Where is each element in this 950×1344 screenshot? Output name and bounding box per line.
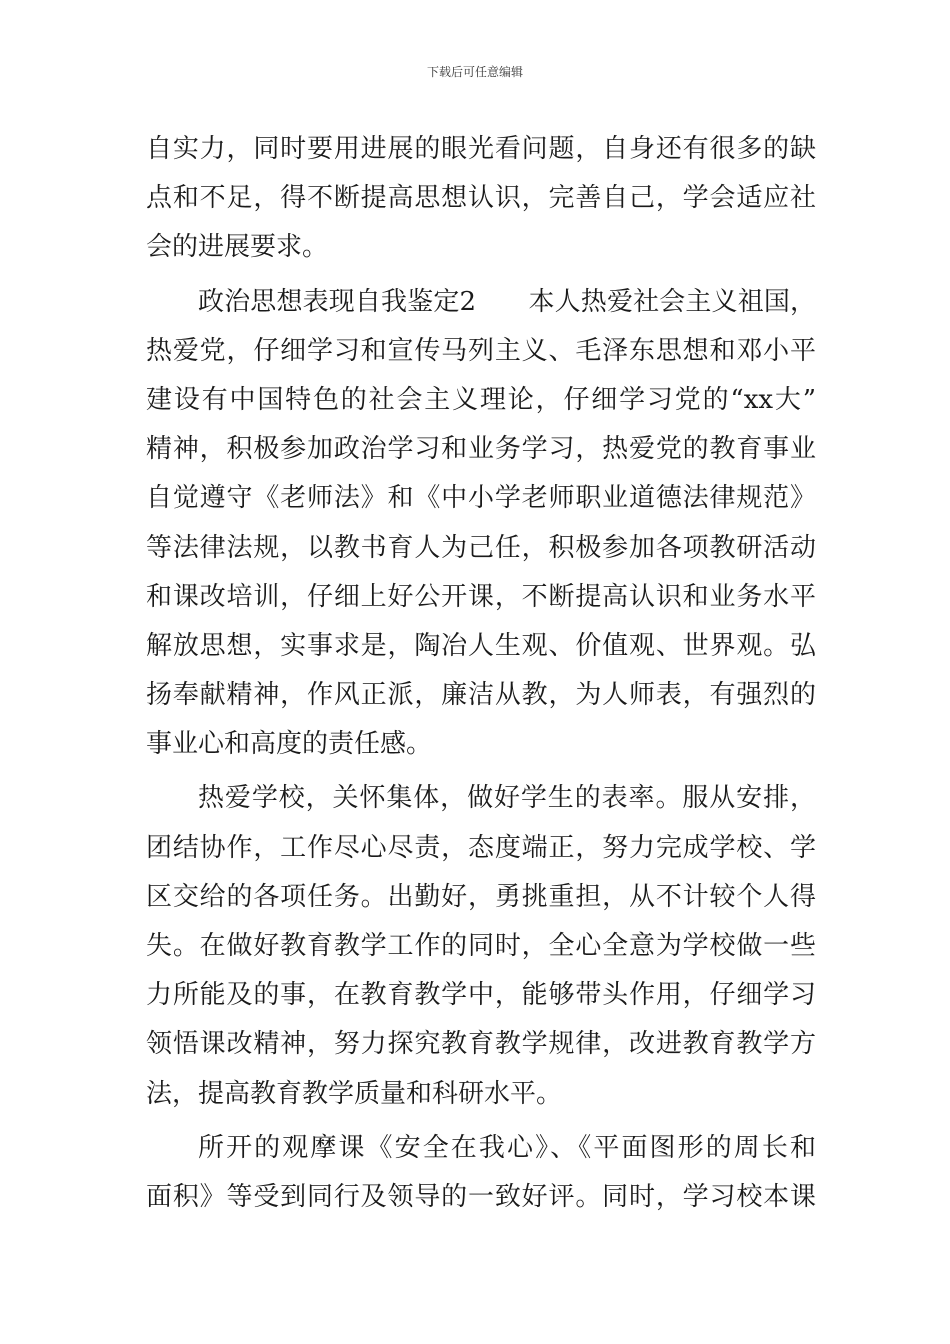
text-line: 扬奉献精神，作风正派，廉洁从教，为人师表，有强烈的 — [146, 680, 816, 711]
document-body — [146, 125, 816, 1222]
text-line: 区交给的各项任务。出勤好，勇挑重担，从不计较个人得 — [146, 881, 816, 912]
text-line: 法，提高教育教学质量和科研水平。 — [146, 1078, 563, 1109]
text-line: 热爱学校，关怀集体，做好学生的表率。服从安排， — [198, 783, 816, 814]
text-line: 会的进展要求。 — [146, 232, 329, 263]
paragraph-4 — [146, 1124, 816, 1222]
text-line: 解放思想，实事求是，陶冶人生观、价值观、世界观。弘 — [146, 630, 816, 661]
text-line: 和课改培训，仔细上好公开课，不断提高认识和业务水平 — [146, 581, 816, 612]
paragraph-3 — [146, 774, 816, 1118]
text-line: 自实力，同时要用进展的眼光看问题，自身还有很多的缺 — [146, 134, 816, 164]
text-line: 团结协作，工作尽心尽责，态度端正，努力完成学校、学 — [146, 832, 816, 863]
text-line: 政治思想表现自我鉴定2 本人热爱社会主义祖国， — [198, 286, 816, 317]
text-line: 领悟课改精神，努力探究教育教学规律，改进教育教学方 — [146, 1029, 816, 1060]
text-line: 点和不足，得不断提高思想认识，完善自己，学会适应社 — [146, 183, 816, 214]
paragraph-2 — [146, 278, 816, 770]
text-line: 失。在做好教育教学工作的同时，全心全意为学校做一些 — [146, 931, 816, 961]
text-line: 事业心和高度的责任感。 — [146, 729, 433, 760]
text-line: 精神，积极参加政治学习和业务学习，热爱党的教育事业 — [146, 434, 816, 465]
paragraph-1 — [146, 125, 816, 273]
text-line: 力所能及的事，在教育教学中，能够带头作用，仔细学习 — [146, 980, 816, 1011]
page-header-note: 下载后可任意编辑 — [426, 65, 523, 79]
text-line: 热爱党，仔细学习和宣传马列主义、毛泽东思想和邓小平 — [146, 335, 816, 366]
text-line: 等法律法规，以教书育人为己任，积极参加各项教研活动 — [146, 532, 816, 563]
text-line: 自觉遵守《老师法》和《中小学老师职业道德法律规范》 — [146, 483, 816, 514]
text-line: 所开的观摩课《安全在我心》、《平面图形的周长和 — [198, 1132, 816, 1163]
text-line: 面积》等受到同行及领导的一致好评。同时，学习校本课 — [146, 1181, 816, 1212]
text-line: 建设有中国特色的社会主义理论，仔细学习党的“xx大” — [146, 384, 816, 415]
